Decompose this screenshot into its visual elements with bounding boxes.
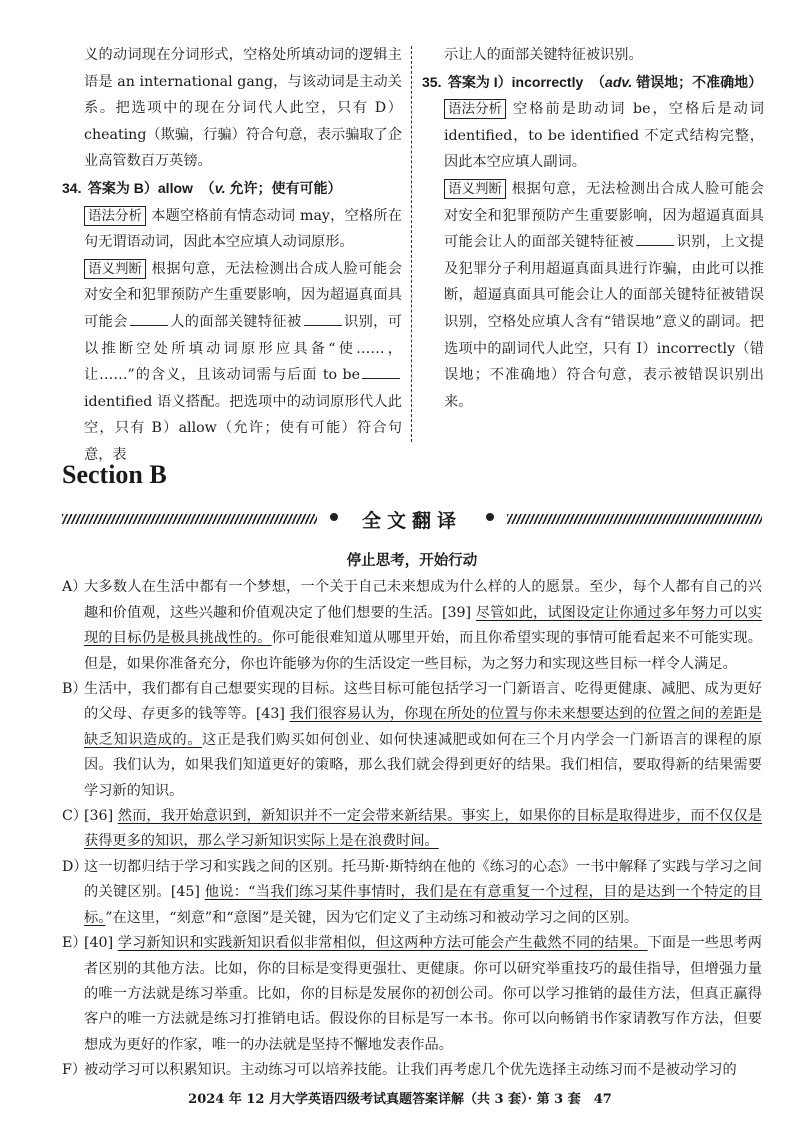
semantic-judgment-tag: 语义判断 <box>444 179 506 199</box>
section-title: Section B <box>62 460 167 489</box>
blank-line <box>636 232 674 246</box>
paragraph-label: B） <box>62 681 87 698</box>
paragraph-label: C） <box>62 808 88 825</box>
paragraph-label: A） <box>62 579 87 596</box>
full-translation-banner <box>62 507 762 531</box>
q33-explanation-tail: 义的动词现在分词形式，空格处所填动词的逻辑主语是 an international gang，与该动词是主动关系。把选项中的现在分词代人此空，只有 D）cheating（欺骗，行骗）符合句意，表示骗取了企业高管数百万英镑。 <box>84 47 402 170</box>
q34-semantic-d: identified 语义搭配。把选项中的动词原形代人此空，只有 B）allow（允许；使有可能）符合句意，表 <box>84 393 402 463</box>
q34-block <box>62 175 402 469</box>
paragraph-a <box>62 575 762 677</box>
q35-answer: 答案为 I）incorrectly <box>447 73 584 90</box>
q35-semantic <box>444 176 764 415</box>
banner-title: 全文翻译 <box>361 510 462 532</box>
underlined-key-sentence: 尽管如此，试图设定让你通过多年努力可以实现的目标仍是极具挑战性的。 <box>84 604 762 647</box>
paragraph-text: 这一切都归结于学习和实践之间的区别。托马斯·斯特纳在他的《练习的心态》一书中解释了实践与学习之间的关键区别。[45] <box>84 858 762 901</box>
q35-answer-line: 35. 答案为 I）incorrectly （adv. 错误地；不准确地） <box>444 69 764 97</box>
paragraph-text: 这正是我们购买如何创业、如何快速减肥或如何在三个月内学会一门新语言的课程的原因。我们认为，如果我们知道更好的策略，那么我们就会得到更好的结果。我们相信，要取得新的结果需要学习新的知识。 <box>84 731 762 799</box>
passage-title: 停止思考，开始行动 <box>346 552 478 569</box>
q35-block <box>422 69 764 416</box>
paragraph-f <box>62 1058 762 1083</box>
underlined-key-sentence: 学习新知识和实践新知识看似非常相似，但这两种方法可能会产生截然不同的结果。 <box>117 935 648 952</box>
bullet-dot-right <box>486 513 494 521</box>
right-column <box>422 42 764 415</box>
column-divider <box>411 46 412 442</box>
paragraph-d <box>62 855 762 931</box>
paragraph-label: E） <box>62 935 87 952</box>
underlined-key-sentence: 然而，我开始意识到，新知识并不一定会带来新结果。事实上，如果你的目标是取得进步，而不仅仅是获得更多的知识，那么学习新知识实际上是在浪费时间。 <box>84 808 762 850</box>
paragraph-text: ”在这里，“刻意”和“意图”是关键，因为它们定义了主动练习和被动学习之间的区别。 <box>105 909 639 926</box>
q34-answer: 答案为 B）allow <box>87 179 193 196</box>
q35-semantic-a: 根据句意，无法检测出合成人脸可能会对安全和犯罪预防产生重要影响，因为超逼真面具可能会让人的面部关键特征被 <box>444 180 764 251</box>
paragraph-text: [40] <box>84 935 118 952</box>
q35-number: 35. <box>422 73 442 90</box>
q34-grammar-text: 本题空格前有情态动词 may，空格所在句无谓语动词，因此本空应填人动词原形。 <box>84 207 402 251</box>
q34-pos: v. <box>214 179 226 196</box>
paragraph-text: 大多数人在生活中都有一个梦想，一个关于自己未来想成为什么样的人的愿景。至少，每个人都有自己的兴趣和价值观，这些兴趣和价值观决定了他们想要的生活。[39] <box>84 579 762 621</box>
q34-gloss: 允许；使有可能 <box>229 180 328 197</box>
paragraph-text: 被动学习可以积累知识。主动练习可以培养技能。让我们再考虑几个优先选择主动练习而不是被动学习的 <box>84 1062 737 1079</box>
q34-explanation-tail: 示让人的面部关键特征被识别。 <box>444 47 643 63</box>
translation-body <box>62 548 762 1084</box>
grammar-analysis-tag: 语法分析 <box>84 206 146 226</box>
paragraph-text: 你可能很难知道从哪里开始，而且你希望实现的事情可能看起来不可能实现。但是，如果你准备充分，你也许能够为你的生活设定一些目标，为之努力和实现这些目标一样令人满足。 <box>84 630 762 672</box>
q34-semantic-b: 人的面部关键特征被 <box>169 313 302 330</box>
paragraph-label: D） <box>62 858 88 875</box>
q34-semantic-a: 根据句意，无法检测出合成人脸可能会对安全和犯罪预防产生重要影响，因为超逼真面具可能会 <box>84 260 402 330</box>
q35-pos: adv. <box>605 73 633 90</box>
paragraph-e <box>62 931 762 1058</box>
q34-grammar <box>84 203 402 256</box>
blank-line <box>130 312 168 326</box>
paragraph-c <box>62 804 762 855</box>
q35-grammar <box>444 96 764 176</box>
blank-line <box>304 312 342 326</box>
grammar-analysis-tag: 语法分析 <box>444 99 506 119</box>
paragraph-text: [36] <box>84 808 118 825</box>
paragraph-b <box>62 677 762 804</box>
q34-answer-line: 34. 答案为 B）allow （v. 允许；使有可能） <box>84 175 402 203</box>
paragraph-list <box>62 575 762 1083</box>
q35-grammar-text: 空格前是助动词 be，空格后是动词 identified，to be identified 不定式结构完整，因此本空应填人副词。 <box>444 101 764 171</box>
semantic-judgment-tag: 语义判断 <box>84 259 146 279</box>
paragraph-label: F） <box>62 1062 87 1079</box>
q35-gloss: 错误地；不准确地 <box>636 74 749 91</box>
paragraph-text: 生活中，我们都有自己想要实现的目标。这些目标可能包括学习一门新语言、吃得更健康、减肥、成为更好的父母、存更多的钱等等。[43] <box>84 681 762 723</box>
left-column <box>62 42 402 469</box>
underlined-key-sentence: 我们很容易认为，你现在所处的位置与你未来想要达到的位置之间的差距是缺乏知识造成的。 <box>84 706 762 748</box>
q35-semantic-b: 识别，上文提及犯罪分子利用超逼真面具进行诈骗，由此可以推断，超逼真面具可能会让人的面部关键特征被错误识别，空格处应填人含有“错误地”意义的副词。把选项中的副词代人此空，只有 I）incorrectly（错误地；不准确地）符合句意，表示被错误识别出来。 <box>444 234 764 410</box>
underlined-key-sentence: 他说：“当我们练习某件事情时，我们是在有意重复一个过程，目的是达到一个特定的目标。 <box>84 884 762 926</box>
hatch-decoration-right <box>507 514 762 524</box>
q34-semantic-c: 识别，可以推断空处所填动词原形应具备“使……，让……”的含义，且该动词需与后面 to be <box>84 313 402 384</box>
q34-number: 34. <box>62 179 82 196</box>
paragraph-text: 下面是一些思考两者区别的其他方法。比如，你的目标是变得更强壮、更健康。你可以研究举重技巧的最佳指导，但增强力量的唯一方法就是练习举重。比如，你的目标是发展你的初创公司。你可以学习推销的最佳方法，但真正赢得客户的唯一方法就是练习打推销电话。假设你的目标是写一本书。你可以向畅销书作家请教写作方法，但要想成为更好的作家，唯一的办法就是坚持不懈地发表作品。 <box>84 935 762 1053</box>
q34-semantic <box>84 256 402 469</box>
page-footer: 2024 年 12 月大学英语四级考试真题答案详解（共 3 套）· 第 3 套 47 <box>188 1092 612 1107</box>
blank-line <box>362 365 400 379</box>
